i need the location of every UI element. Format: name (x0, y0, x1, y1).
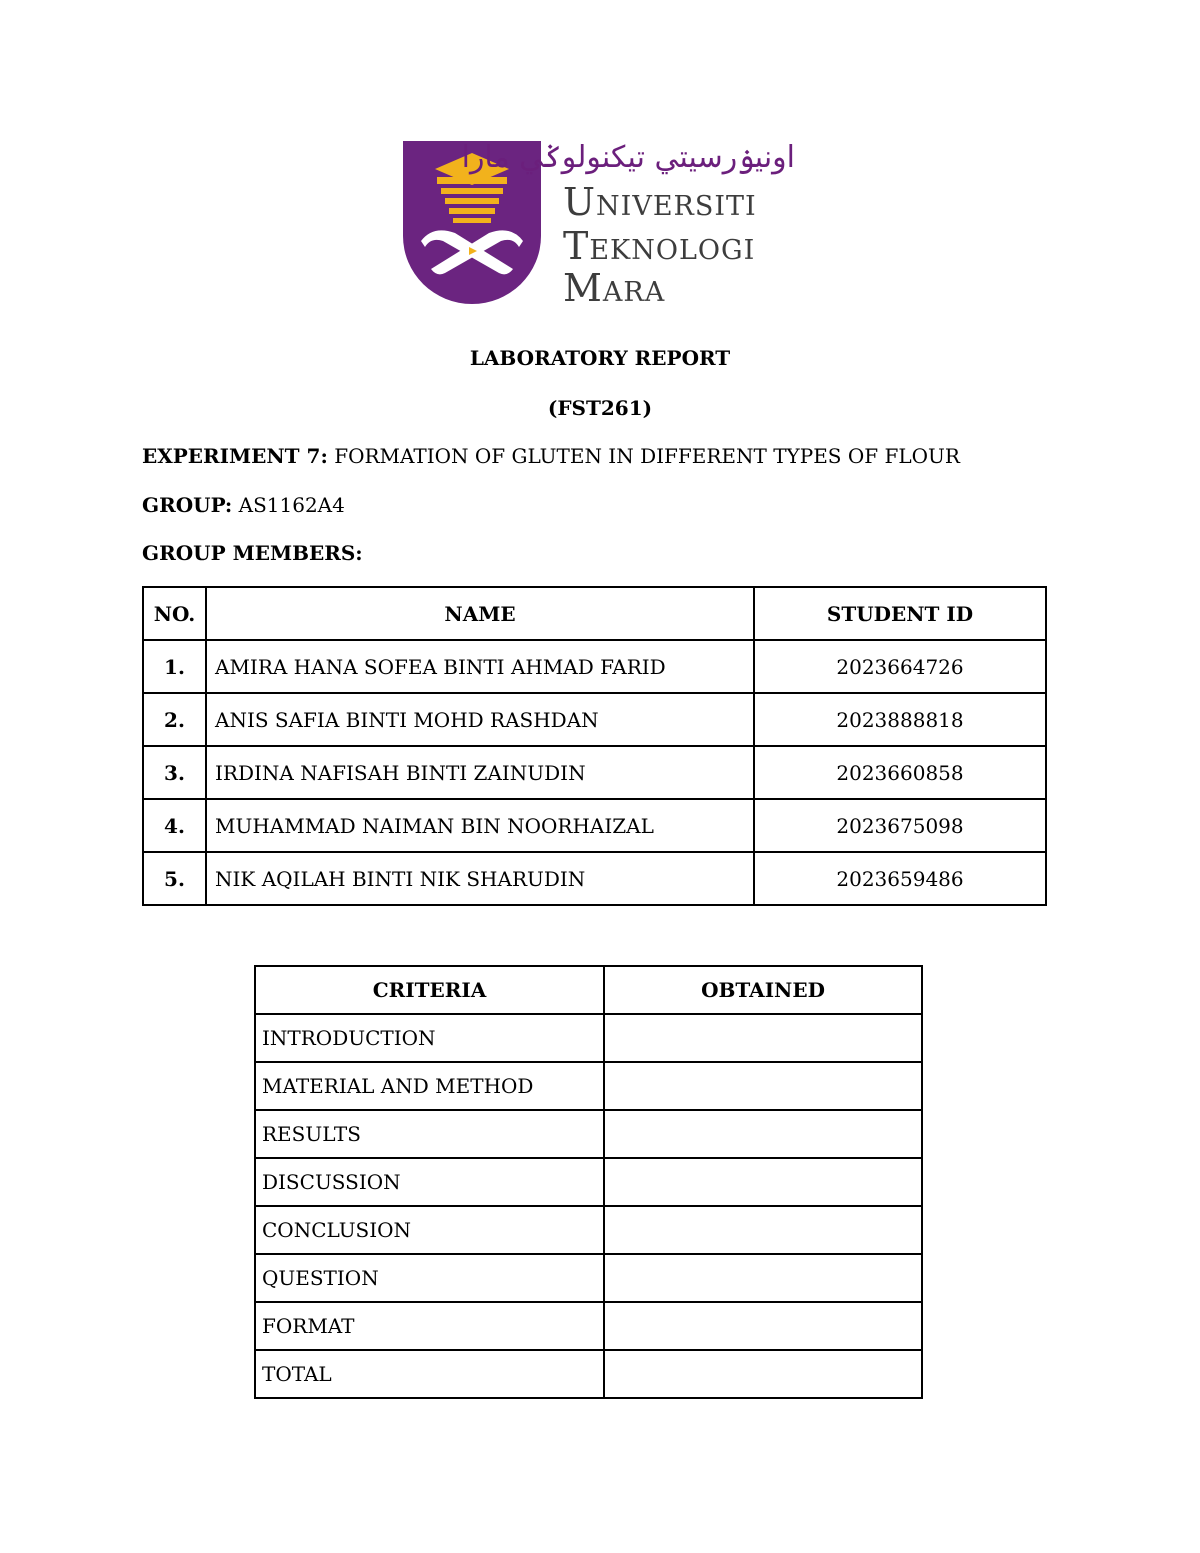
group-members-table (142, 586, 1047, 906)
report-title: LABORATORY REPORT (469, 346, 731, 370)
criteria-label: DISCUSSION (255, 1158, 604, 1206)
table-row (255, 1014, 922, 1062)
member-no: 5. (143, 852, 206, 905)
marking-criteria-table (254, 965, 923, 1399)
criteria-label: CONCLUSION (255, 1206, 604, 1254)
obtained-cell (604, 1062, 922, 1110)
table-header-row (255, 966, 922, 1014)
member-student-id: 2023659486 (754, 852, 1046, 905)
criteria-label: INTRODUCTION (255, 1014, 604, 1062)
criteria-label: FORMAT (255, 1302, 604, 1350)
member-student-id: 2023675098 (754, 799, 1046, 852)
group-label: GROUP: (142, 493, 233, 517)
member-name: NIK AQILAH BINTI NIK SHARUDIN (206, 852, 754, 905)
column-header-obtained: OBTAINED (604, 966, 922, 1014)
obtained-cell (604, 1110, 922, 1158)
column-header-criteria: CRITERIA (255, 966, 604, 1014)
column-header-student-id: STUDENT ID (754, 587, 1046, 640)
logo-line-2: Teknologi (563, 224, 756, 268)
member-no: 3. (143, 746, 206, 799)
table-row (255, 1302, 922, 1350)
column-header-name: NAME (206, 587, 754, 640)
experiment-value: FORMATION OF GLUTEN IN DIFFERENT TYPES OF FLOUR (334, 444, 960, 468)
table-row (255, 1254, 922, 1302)
experiment-line (142, 444, 960, 468)
obtained-cell (604, 1014, 922, 1062)
table-row (143, 693, 1046, 746)
table-header-row (143, 587, 1046, 640)
criteria-label: QUESTION (255, 1254, 604, 1302)
member-name: IRDINA NAFISAH BINTI ZAINUDIN (206, 746, 754, 799)
table-row (255, 1062, 922, 1110)
obtained-cell (604, 1158, 922, 1206)
table-row (143, 640, 1046, 693)
group-line (142, 493, 345, 517)
course-code: (FST261) (547, 396, 653, 420)
table-row (143, 746, 1046, 799)
table-row (255, 1206, 922, 1254)
member-no: 4. (143, 799, 206, 852)
member-name: MUHAMMAD NAIMAN BIN NOORHAIZAL (206, 799, 754, 852)
table-row (143, 852, 1046, 905)
table-row (143, 799, 1046, 852)
obtained-cell (604, 1254, 922, 1302)
logo-line-1: Universiti (563, 180, 757, 224)
table-row (255, 1350, 922, 1398)
member-name: ANIS SAFIA BINTI MOHD RASHDAN (206, 693, 754, 746)
criteria-label: RESULTS (255, 1110, 604, 1158)
criteria-label: MATERIAL AND METHOD (255, 1062, 604, 1110)
logo-jawi-text: اونيۏرسيتي تيكنولوݢي مارا (461, 140, 795, 175)
logo-line-3: Mara (563, 266, 666, 310)
group-value: AS1162A4 (238, 493, 345, 517)
member-student-id: 2023888818 (754, 693, 1046, 746)
member-no: 2. (143, 693, 206, 746)
member-student-id: 2023664726 (754, 640, 1046, 693)
table-row (255, 1158, 922, 1206)
obtained-cell (604, 1302, 922, 1350)
criteria-label: TOTAL (255, 1350, 604, 1398)
table-row (255, 1110, 922, 1158)
group-members-label: GROUP MEMBERS: (142, 541, 363, 565)
member-no: 1. (143, 640, 206, 693)
obtained-cell (604, 1206, 922, 1254)
experiment-label: EXPERIMENT 7: (142, 444, 328, 468)
university-logo (403, 138, 803, 308)
column-header-no: NO. (143, 587, 206, 640)
member-student-id: 2023660858 (754, 746, 1046, 799)
member-name: AMIRA HANA SOFEA BINTI AHMAD FARID (206, 640, 754, 693)
obtained-cell (604, 1350, 922, 1398)
